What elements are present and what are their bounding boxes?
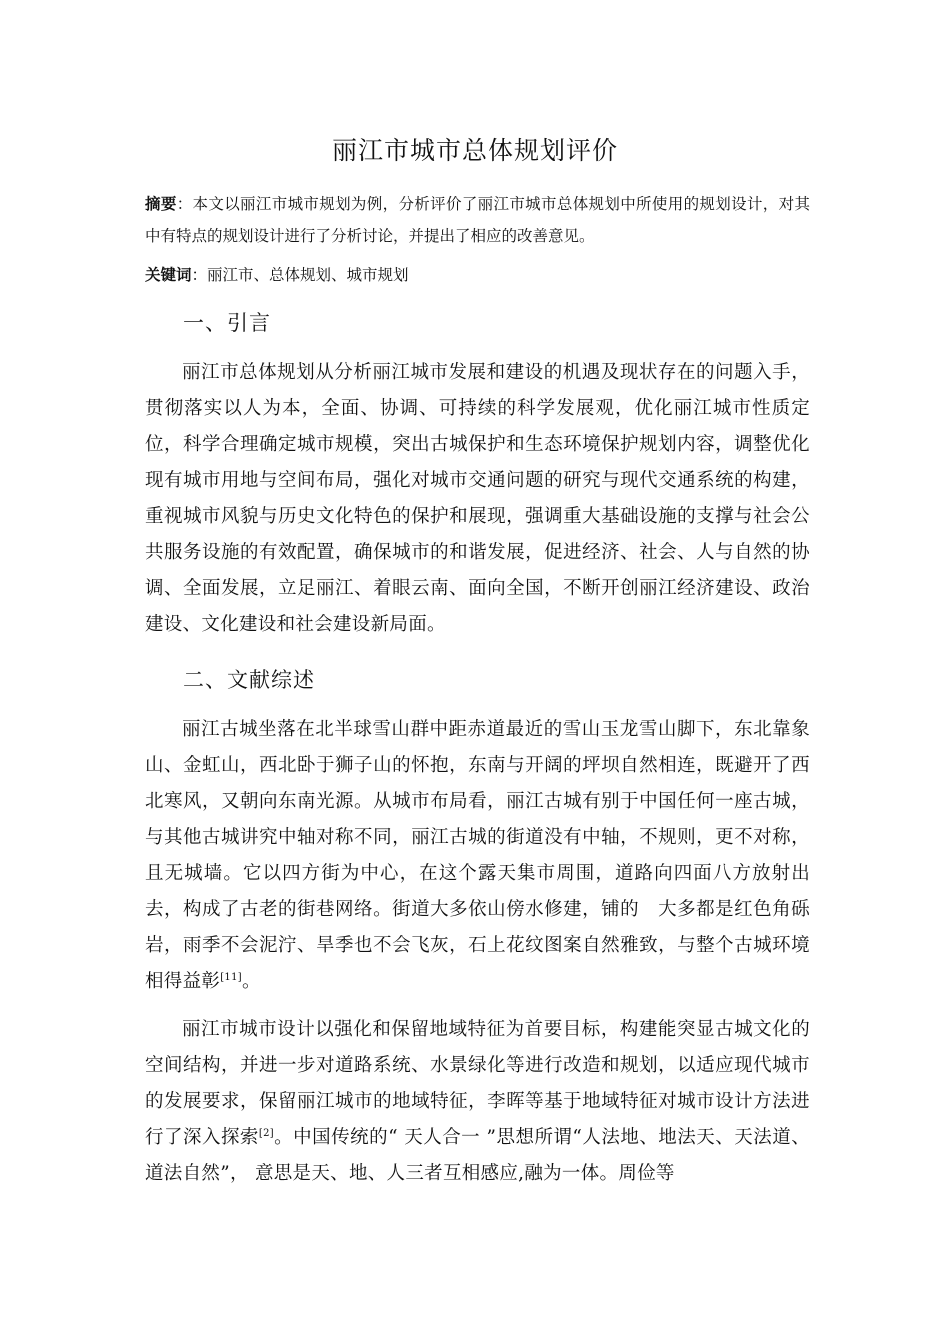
section-heading-literature-review: 二、文献综述 xyxy=(183,668,315,692)
abstract xyxy=(145,188,810,252)
paragraph xyxy=(145,355,810,643)
keywords-label: 关键词 xyxy=(145,265,192,284)
paragraph-tail: 。中国传统的“ 天人合一 ”思想所谓“人法地、地法天、天法道、道法自然”， 意思是天、地、人三者互相感应,融为一体。周俭等 xyxy=(145,1127,810,1184)
keywords-text: 丽江市、总体规划、城市规划 xyxy=(207,266,409,284)
paragraph-text: 丽江市城市设计以强化和保留地域特征为首要目标，构建能突显古城文化的空间结构，并进一步对道路系统、水景绿化等进行改造和规划，以适应现代城市的发展要求，保留丽江城市的地域特征，李晖等基于地域特征对城市设计方法进行了深入探索 xyxy=(145,1019,810,1148)
paper-title: 丽江市城市总体规划评价 xyxy=(331,136,618,165)
paragraph xyxy=(145,1012,810,1192)
paragraph-tail: 。 xyxy=(241,971,261,992)
keywords-separator: ： xyxy=(191,266,208,284)
citation-marker[interactable]: [2] xyxy=(258,1127,274,1139)
keywords xyxy=(145,259,810,291)
paragraph xyxy=(145,712,829,1000)
section-heading-introduction: 一、引言 xyxy=(183,311,271,335)
citation-marker[interactable]: [11] xyxy=(220,971,242,983)
abstract-text: 本文以丽江市城市规划为例，分析评价了丽江市城市总体规划中所使用的规划设计，对其中有特点的规划设计进行了分析讨论，并提出了相应的改善意见。 xyxy=(145,195,810,245)
paragraph-text: 丽江古城坐落在北半球雪山群中距赤道最近的雪山玉龙雪山脚下，东北靠象 山、金虹山，西北卧于狮子山的怀抱，东南与开阔的坪坝自然相连，既避开了西北寒风，又朝向东南光源。从城市布局看，丽江古城有别于中国任何一座古城，与其他古城讲究中轴对称不同，丽江古城的街道没有中轴，不规则，更不对称，且无城墙。它以四方街为中心，在这个露天集市周围，道路向四面八方放射出去，构成了古老的街巷网络。街道大多依山傍水修建，铺的 大多都是红色角砾岩，雨季不会泥泞、旱季也不会飞灰，石上花纹图案自然雅致，与整个古城环境相得益彰 xyxy=(145,719,829,992)
paragraph-text: 丽江市总体规划从分析丽江城市发展和建设的机遇及现状存在的问题入手，贯彻落实以人为本，全面、协调、可持续的科学发展观，优化丽江城市性质定位，科学合理确定城市规模，突出古城保护和生态环境保护规划内容，调整优化现有城市用地与空间布局，强化对城市交通问题的研究与现代交通系统的构建，重视城市风貌与历史文化特色的保护和展现，强调重大基础设施的支撑与社会公共服务设施的有效配置，确保城市的和谐发展，促进经济、社会、人与自然的协调、全面发展，立足丽江、着眼云南、面向全国，不断开创丽江经济建设、政治建设、文化建设和社会建设新局面。 xyxy=(145,362,810,635)
abstract-separator: ： xyxy=(176,195,193,213)
abstract-label: 摘要 xyxy=(145,194,177,213)
